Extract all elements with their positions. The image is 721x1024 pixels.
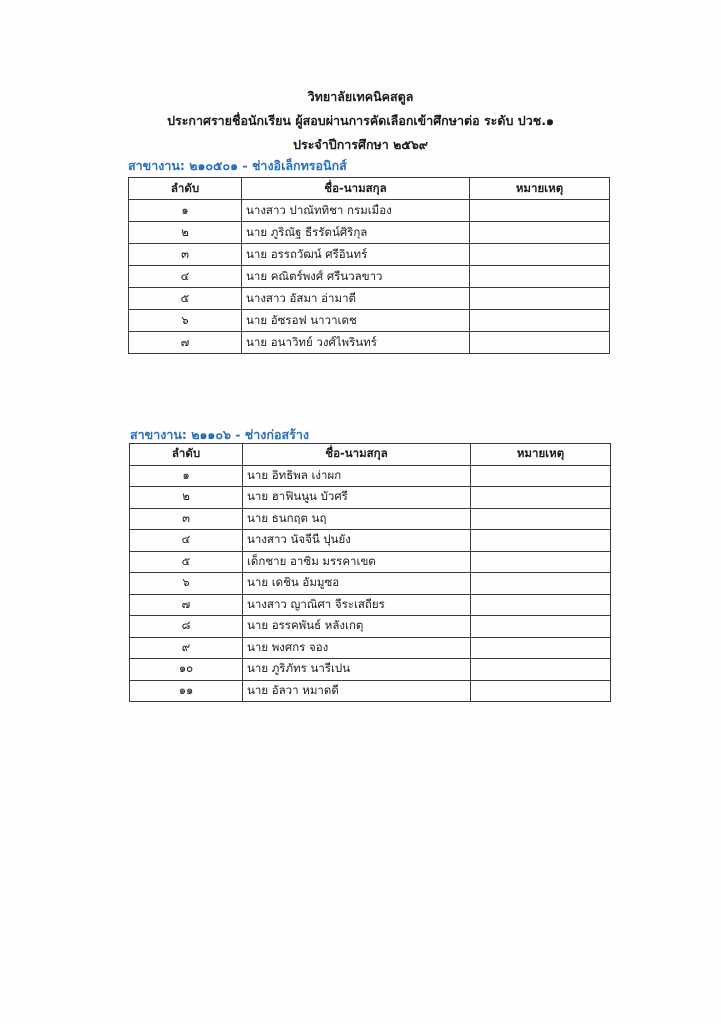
student-name: นาย อัซรอฟ นาวาเดช bbox=[242, 310, 470, 332]
row-note bbox=[470, 332, 610, 354]
row-number: ๘ bbox=[130, 616, 243, 638]
table-row bbox=[129, 266, 610, 288]
student-name: นางสาว นัจจีนี ปุนยัง bbox=[243, 530, 471, 552]
row-note bbox=[471, 551, 611, 573]
student-name: นางสาว ญาณิศา จีระเสถียร bbox=[243, 594, 471, 616]
row-number: ๕ bbox=[130, 551, 243, 573]
row-note bbox=[471, 659, 611, 681]
column-header-note: หมายเหตุ bbox=[470, 178, 610, 200]
student-name: นาย อัลวา หมาดดี bbox=[243, 680, 471, 702]
table-row bbox=[129, 222, 610, 244]
row-note bbox=[471, 616, 611, 638]
student-name: นาย ภูริภัทร นารีเปน bbox=[243, 659, 471, 681]
student-name: นางสาว ปาณัททิชา กรมเมือง bbox=[242, 200, 470, 222]
row-number: ๑ bbox=[129, 200, 242, 222]
table-row bbox=[130, 465, 611, 487]
table-row bbox=[130, 551, 611, 573]
student-name: นาย อรรถวัฒน์ ศรีอินทร์ bbox=[242, 244, 470, 266]
section-title-construction: สาขางาน: ๒๑๑๐๖ - ช่างก่อสร้าง bbox=[130, 427, 309, 442]
column-header-name: ชื่อ-นามสกุล bbox=[242, 178, 470, 200]
column-header-name: ชื่อ-นามสกุล bbox=[243, 444, 471, 466]
row-note bbox=[471, 530, 611, 552]
table-row bbox=[130, 530, 611, 552]
row-number: ๔ bbox=[130, 530, 243, 552]
row-number: ๒ bbox=[130, 487, 243, 509]
row-number: ๕ bbox=[129, 288, 242, 310]
row-note bbox=[471, 594, 611, 616]
roster-table-construction bbox=[129, 443, 611, 702]
row-note bbox=[470, 222, 610, 244]
announcement-title: ประกาศรายชื่อนักเรียน ผู้สอบผ่านการคัดเลือกเข้าศึกษาต่อ ระดับ ปวช.๑ bbox=[167, 113, 554, 128]
student-name: นาย อิทธิพล เง่าผก bbox=[243, 465, 471, 487]
table-header-row bbox=[130, 444, 611, 466]
table-row bbox=[129, 244, 610, 266]
row-note bbox=[470, 266, 610, 288]
section-title-electronics: สาขางาน: ๒๑๐๕๐๑ - ช่างอิเล็กทรอนิกส์ bbox=[128, 158, 347, 173]
table-row bbox=[130, 637, 611, 659]
roster-table-electronics bbox=[128, 177, 610, 354]
row-note bbox=[471, 487, 611, 509]
table-row bbox=[130, 594, 611, 616]
row-number: ๗ bbox=[130, 594, 243, 616]
row-note bbox=[471, 573, 611, 595]
row-note bbox=[471, 680, 611, 702]
student-name: นาย พงศกร จอง bbox=[243, 637, 471, 659]
row-number: ๗ bbox=[129, 332, 242, 354]
student-name: นาย เดชิน อัมมูซอ bbox=[243, 573, 471, 595]
row-number: ๖ bbox=[129, 310, 242, 332]
table-row bbox=[129, 310, 610, 332]
column-header-no: ลำดับ bbox=[130, 444, 243, 466]
row-number: ๙ bbox=[130, 637, 243, 659]
table-row bbox=[130, 508, 611, 530]
table-row bbox=[129, 332, 610, 354]
column-header-note: หมายเหตุ bbox=[471, 444, 611, 466]
row-note bbox=[470, 310, 610, 332]
table-row bbox=[129, 200, 610, 222]
row-note bbox=[470, 288, 610, 310]
row-number: ๑ bbox=[130, 465, 243, 487]
table-row bbox=[130, 680, 611, 702]
table-row bbox=[130, 659, 611, 681]
row-number: ๑๐ bbox=[130, 659, 243, 681]
student-name: นาย คณิตร์พงศ์ ศรีนวลขาว bbox=[242, 266, 470, 288]
row-note bbox=[470, 244, 610, 266]
student-name: นาย อรรคพันธ์ หลังเกตุ bbox=[243, 616, 471, 638]
row-number: ๑๑ bbox=[130, 680, 243, 702]
student-name: นาย ฮาฟินนูน บัวศรี bbox=[243, 487, 471, 509]
row-note bbox=[471, 465, 611, 487]
row-number: ๖ bbox=[130, 573, 243, 595]
table-row bbox=[129, 288, 610, 310]
table-header-row bbox=[129, 178, 610, 200]
row-note bbox=[470, 200, 610, 222]
row-number: ๓ bbox=[129, 244, 242, 266]
table-row bbox=[130, 616, 611, 638]
student-name: นาย ธนกฤต นฤ bbox=[243, 508, 471, 530]
row-note bbox=[471, 508, 611, 530]
academic-year: ประจำปีการศึกษา ๒๕๖๙ bbox=[293, 137, 428, 152]
student-name: นาย อนาวิทย์ วงศ์ไพรินทร์ bbox=[242, 332, 470, 354]
student-name: นาย ภูริณัฐ ธีรรัตน์ศิริกุล bbox=[242, 222, 470, 244]
row-number: ๒ bbox=[129, 222, 242, 244]
table-row bbox=[130, 573, 611, 595]
college-name: วิทยาลัยเทคนิคสตูล bbox=[307, 89, 414, 104]
table-row bbox=[130, 487, 611, 509]
column-header-no: ลำดับ bbox=[129, 178, 242, 200]
row-number: ๔ bbox=[129, 266, 242, 288]
student-name: นางสาว อัสมา อ่ามาตี bbox=[242, 288, 470, 310]
student-name: เด็กชาย อาซิม มรรคาเขต bbox=[243, 551, 471, 573]
row-number: ๓ bbox=[130, 508, 243, 530]
row-note bbox=[471, 637, 611, 659]
